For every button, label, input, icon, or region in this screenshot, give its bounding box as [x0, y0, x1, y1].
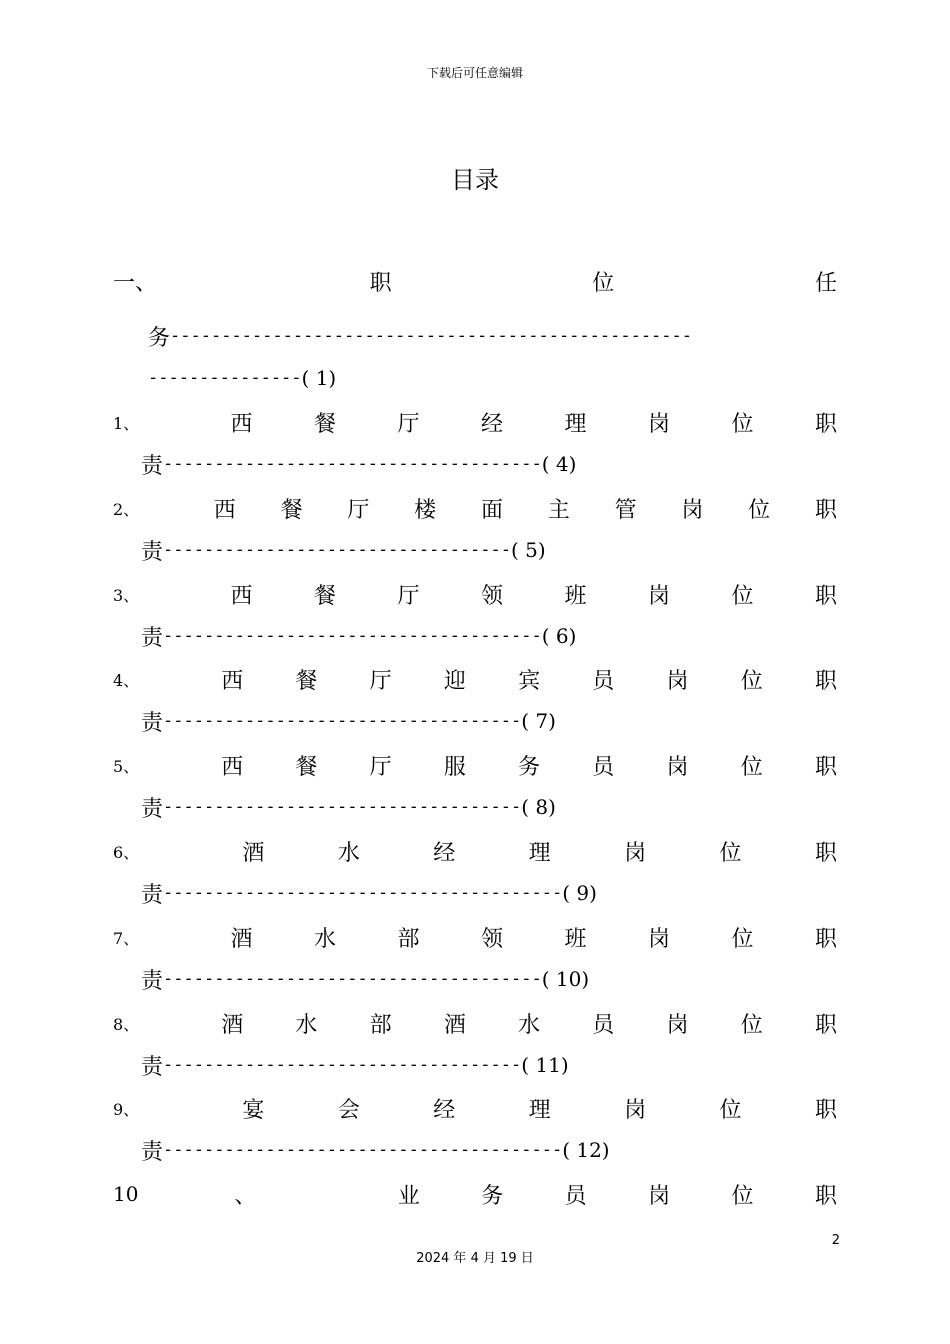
- toc-char: 理: [564, 411, 587, 437]
- toc-item-num: 10: [113, 1182, 139, 1206]
- toc-char: 员: [592, 1012, 615, 1038]
- toc-char: 员: [592, 668, 615, 694]
- toc-item-3-cont: [141, 620, 841, 652]
- toc-char: 责: [141, 453, 164, 479]
- toc-char: 位: [592, 270, 615, 296]
- toc-page-number: ( 8): [521, 795, 556, 819]
- toc-char: 职: [814, 668, 837, 694]
- toc-char: 岗: [648, 1183, 671, 1209]
- toc-leader: -----------------------------------: [163, 797, 522, 817]
- toc-char: 岗: [647, 926, 670, 952]
- toc-char: 餐: [280, 497, 303, 523]
- toc-char: 员: [564, 1183, 587, 1209]
- toc-char: 宾: [518, 668, 541, 694]
- toc-item-5-cont: [141, 791, 841, 823]
- toc-item-4[interactable]: [113, 663, 837, 695]
- toc-leader: -------------------------------------: [163, 454, 542, 474]
- toc-char: 责: [141, 710, 164, 736]
- toc-char: 位: [731, 583, 754, 609]
- toc-char: 领: [480, 926, 503, 952]
- toc-char: 责: [141, 796, 164, 822]
- toc-char: 岗: [681, 497, 704, 523]
- toc-char: 西: [213, 497, 236, 523]
- toc-char: 职: [369, 270, 392, 296]
- toc-char: 理: [528, 840, 551, 866]
- toc-char: 餐: [313, 411, 336, 437]
- toc-char: 会: [337, 1097, 360, 1123]
- toc-char: 位: [719, 840, 742, 866]
- toc-item-9[interactable]: [113, 1092, 837, 1124]
- toc-item-1-cont: [141, 448, 841, 480]
- toc-char: 酒: [443, 1012, 466, 1038]
- toc-char: 班: [564, 583, 587, 609]
- toc-page-number: ( 5): [511, 538, 546, 562]
- toc-section-1-cont2: [148, 362, 848, 394]
- toc-leader: ---------------------------------------------------: [170, 326, 692, 346]
- toc-char: 位: [731, 926, 754, 952]
- toc-char: 餐: [295, 754, 318, 780]
- toc-page-number: ( 7): [521, 709, 556, 733]
- toc-char: 岗: [624, 840, 647, 866]
- toc-char: 职: [814, 754, 837, 780]
- toc-item-8[interactable]: [113, 1007, 837, 1039]
- page-title: 目录: [451, 166, 499, 194]
- toc-char: 领: [480, 583, 503, 609]
- toc-item-4-cont: [141, 705, 841, 737]
- toc-item-num: 9、: [113, 1099, 140, 1119]
- toc-char: 水: [518, 1012, 541, 1038]
- footer-date: 2024 年 4 月 19 日: [416, 1251, 534, 1266]
- toc-char: 责: [141, 539, 164, 565]
- toc-char: 岗: [647, 411, 670, 437]
- toc-leader: ---------------------------------------: [163, 1140, 563, 1160]
- toc-char: 职: [814, 1012, 837, 1038]
- toc-page-number: ( 11): [521, 1053, 569, 1077]
- toc-char: 服: [443, 754, 466, 780]
- toc-char: 责: [141, 1139, 164, 1165]
- toc-item-6-cont: [141, 877, 841, 909]
- toc-item-7-cont: [141, 963, 841, 995]
- toc-char: 经: [480, 411, 503, 437]
- toc-char: 宴: [242, 1097, 265, 1123]
- toc-char: 职: [814, 926, 837, 952]
- toc-char: 责: [141, 1054, 164, 1080]
- toc-char: 岗: [666, 1012, 689, 1038]
- toc-item-2-cont: [141, 534, 841, 566]
- toc-item-1[interactable]: [113, 406, 837, 438]
- toc-char: 西: [230, 411, 253, 437]
- toc-char: 西: [221, 668, 244, 694]
- toc-char: 厅: [369, 754, 392, 780]
- page-number: 2: [831, 1233, 840, 1248]
- toc-page-number: ( 12): [562, 1138, 610, 1162]
- toc-char: 酒: [221, 1012, 244, 1038]
- toc-leader: -----------------------------------: [163, 1055, 522, 1075]
- toc-char: 餐: [295, 668, 318, 694]
- toc-char: 岗: [624, 1097, 647, 1123]
- toc-item-num: 6、: [113, 842, 140, 862]
- toc-char: 责: [141, 625, 164, 651]
- toc-char: 班: [564, 926, 587, 952]
- toc-char: 岗: [666, 668, 689, 694]
- toc-char: 水: [295, 1012, 318, 1038]
- toc-char: 厅: [397, 411, 420, 437]
- toc-item-2[interactable]: [113, 492, 837, 524]
- toc-leader: ---------------: [148, 368, 302, 388]
- toc-section-1[interactable]: [113, 265, 837, 297]
- toc-leader: -----------------------------------: [163, 711, 522, 731]
- toc-char: 水: [337, 840, 360, 866]
- toc-char: 位: [740, 1012, 763, 1038]
- toc-page-number: ( 6): [541, 624, 577, 648]
- toc-leader: -------------------------------------: [163, 969, 542, 989]
- toc-char: 厅: [347, 497, 370, 523]
- toc-char: 业: [397, 1183, 420, 1209]
- toc-char: 位: [740, 754, 763, 780]
- toc-item-num: 2、: [113, 499, 140, 519]
- toc-item-5[interactable]: [113, 749, 837, 781]
- toc-char: 迎: [443, 668, 466, 694]
- toc-char: 西: [221, 754, 244, 780]
- toc-char: 岗: [666, 754, 689, 780]
- toc-item-7[interactable]: [113, 921, 837, 953]
- toc-item-10[interactable]: [113, 1178, 837, 1210]
- toc-item-num: 3、: [113, 585, 140, 605]
- toc-char: 餐: [313, 583, 336, 609]
- toc-char: 经: [433, 1097, 456, 1123]
- toc-char: 厅: [397, 583, 420, 609]
- toc-char: 职: [814, 583, 837, 609]
- toc-page-number: ( 4): [541, 452, 577, 476]
- toc-item-6[interactable]: [113, 835, 837, 867]
- toc-char: 酒: [242, 840, 265, 866]
- toc-char: 面: [480, 497, 503, 523]
- toc-char: 位: [748, 497, 771, 523]
- toc-char: 经: [433, 840, 456, 866]
- toc-item-num: 8、: [113, 1014, 140, 1034]
- toc-char: 务: [481, 1183, 504, 1209]
- toc-leader: -------------------------------------: [163, 626, 542, 646]
- toc-char: 西: [230, 583, 253, 609]
- toc-char: 楼: [414, 497, 437, 523]
- toc-char: 岗: [647, 583, 670, 609]
- toc-char: 主: [547, 497, 570, 523]
- toc-section-1-cont: [148, 320, 848, 352]
- toc-char: 职: [814, 411, 837, 437]
- toc-char: 任: [814, 270, 837, 296]
- toc-item-num: 1、: [113, 413, 140, 433]
- toc-char: 酒: [230, 926, 253, 952]
- toc-char: 位: [719, 1097, 742, 1123]
- toc-page-number: ( 1): [301, 366, 337, 390]
- toc-char: 位: [731, 1183, 754, 1209]
- toc-char: 位: [740, 668, 763, 694]
- toc-section-1-num: 一、: [113, 270, 158, 296]
- toc-char: 员: [592, 754, 615, 780]
- toc-char: 职: [814, 497, 837, 523]
- toc-char: 部: [369, 1012, 392, 1038]
- toc-item-3[interactable]: [113, 578, 837, 610]
- toc-item-8-cont: [141, 1049, 841, 1081]
- toc-char: 责: [141, 968, 164, 994]
- toc-page-number: ( 9): [562, 881, 597, 905]
- toc-char: 管: [614, 497, 637, 523]
- toc-char: 责: [141, 882, 164, 908]
- toc-leader: ---------------------------------------: [163, 883, 563, 903]
- toc-char: 务: [148, 325, 171, 351]
- toc-char: 职: [814, 840, 837, 866]
- toc-char: 职: [814, 1183, 837, 1209]
- toc-char: 、: [234, 1183, 257, 1209]
- toc-item-num: 7、: [113, 928, 140, 948]
- toc-char: 位: [731, 411, 754, 437]
- header-note: 下载后可任意编辑: [426, 66, 523, 80]
- toc-char: 厅: [369, 668, 392, 694]
- toc-char: 理: [528, 1097, 551, 1123]
- toc-char: 水: [313, 926, 336, 952]
- toc-page-number: ( 10): [541, 967, 590, 991]
- toc-item-num: 4、: [113, 670, 140, 690]
- toc-leader: ----------------------------------: [163, 540, 512, 560]
- toc-char: 务: [518, 754, 541, 780]
- toc-item-9-cont: [141, 1134, 841, 1166]
- toc-item-num: 5、: [113, 756, 140, 776]
- toc-char: 职: [814, 1097, 837, 1123]
- toc-char: 部: [397, 926, 420, 952]
